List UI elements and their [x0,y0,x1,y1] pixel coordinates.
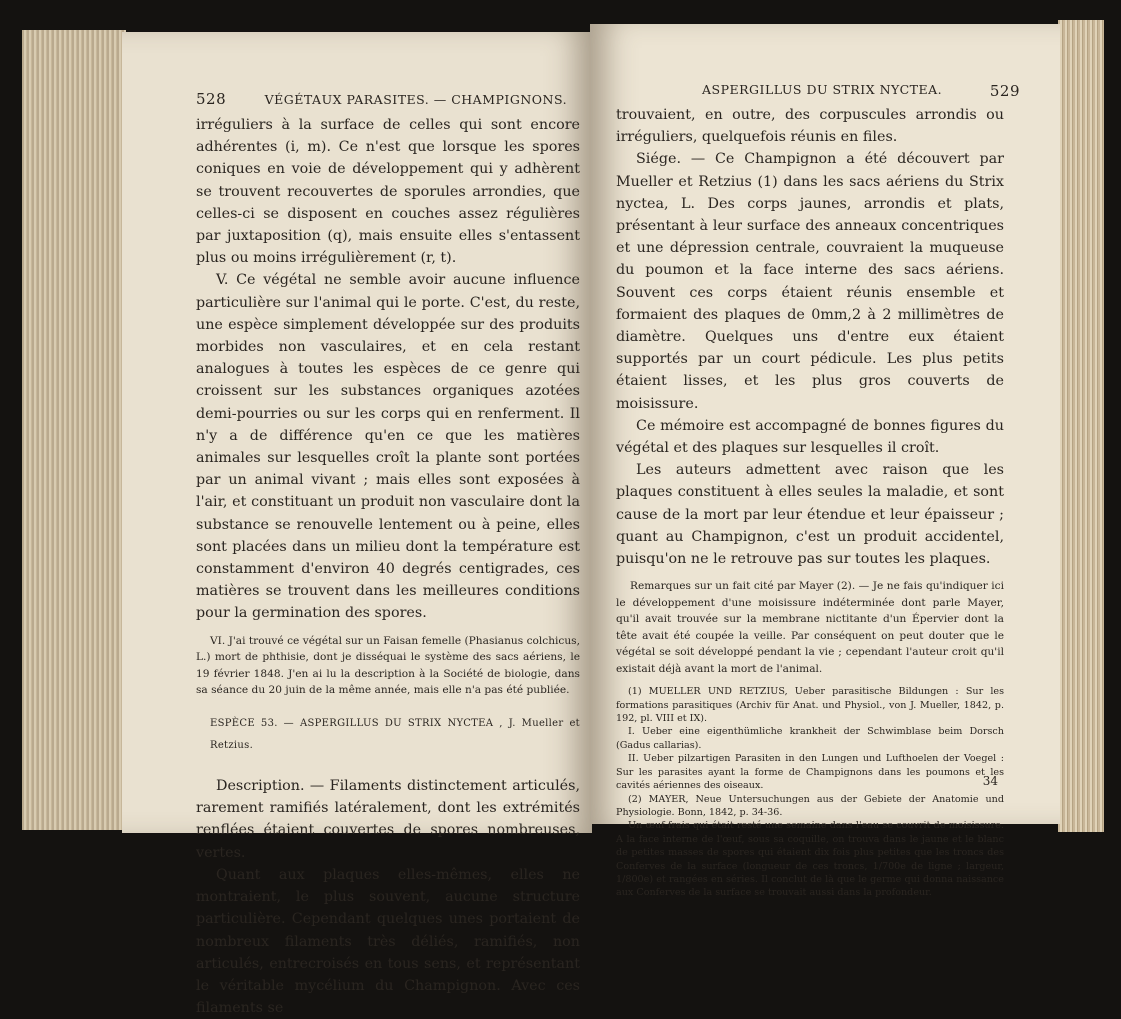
right-running-head: ASPERGILLUS DU STRIX NYCTEA. [702,82,943,97]
left-page-header [196,90,567,108]
right-para-1: trouvaient, en outre, des corpuscules arrondis ou irréguliers, quelquefois réunis en files. [616,107,1004,146]
right-body [616,104,1004,900]
footnote-5: Un œuf frais qui était resté une semaine dans l'eau se couvrit de moisissure. A la face interne de l'œuf, sous sa coquille, on trouva dans le jaune et le blanc de petites masses de spores qui étaient dix fois plus petites que les troncs des Conferves de la surface (longueur de ces troncs, 1/700e de ligne ; largeur, 1/800e) et rangées en séries. Il conclut de là que le germe qui donna naissance aux Conferves de la surface se trouvait aussi dans la profondeur. [616,820,1004,899]
left-para-2: V. Ce végétal ne semble avoir aucune influence particulière sur l'animal qui le porte. C'est, du reste, une espèce simplement développée sur des produits morbides non vasculaires, et en cela restant analogues à toutes les espèces de ce genre qui croissent sur les substances organiques azotées demi-pourries ou sur les corps qui en renferment. Il n'y a de différence qu'en ce que les matières animales sur lesquelles croît la plante sont portées par un animal vivant ; mais elles sont exposées à l'air, et constituant un produit non vasculaire dont la substance se renouvelle lentement ou à peine, elles sont placées dans un milieu dont la température est constamment d'environ 40 degrés centigrades, ces matières se trouvent dans les meilleures conditions pour la germination des spores. [196,272,580,622]
left-body [196,114,580,1019]
footnotes [616,685,1004,900]
right-page-header [702,82,1020,100]
left-page [122,32,592,1017]
right-page-edges [1058,20,1104,832]
right-remarks-block [616,578,1004,677]
right-para-2: Siége. — Ce Champignon a été découvert par Mueller et Retzius (1) dans les sacs aériens du Strix nyctea, L. Des corps jaunes, arrondis et plats, présentant à leur surface des anneaux concentriques et une dépression centrale, couvraient la muqueuse du poumon et la face interne des sacs aériens. Souvent ces corps étaient réunis ensemble et formaient des plaques de 0mm,2 à 2 millimètres de diamètre. Quelques uns d'entre eux étaient supportés par un court pédicule. Les plus petits étaient lisses, et les plus gros couverts de moisissure. [616,151,1004,412]
right-para-4: Les auteurs admettent avec raison que les plaques constituent à elles seules la maladie, et sont cause de la mort par leur étendue et leur épaisseur ; quant au Champignon, c'est un produit accidentel, puisqu'on ne le retrouve pas sur toutes les plaques. [616,462,1004,568]
right-para-5: Remarques sur un fait cité par Mayer (2). — Je ne fais qu'indiquer ici le développement d'une moisissure indéterminée dont parle Mayer, qu'il avait trouvée sur la membrane nictitante d'un Épervier dont la tête avait été coupée la veille. Par conséquent on peut douter que le végétal se soit développé pendant la vie ; cependant l'auteur croit qu'il existait déjà avant la mort de l'animal. [616,580,1004,675]
footnote-3: II. Ueber pilzartigen Parasiten in den Lungen und Lufthoelen der Voegel : Sur les parasites ayant la forme de Champignons dans les poumons et les cavités aériennes des oiseaux. [616,753,1004,792]
species-heading: ESPÈCE 53. — ASPERGILLUS DU STRIX NYCTEA , J. Mueller et Retzius. [210,717,580,751]
left-note-block [196,633,580,699]
footnote-4: (2) MAYER, Neue Untersuchungen aus der Gebiete der Anatomie und Physiologie. Bonn, 1842, p. 34-36. [616,793,1004,818]
right-page-number: 529 [989,82,1020,100]
left-running-head: VÉGÉTAUX PARASITES. — CHAMPIGNONS. [264,92,568,107]
left-para-5: Quant aux plaques elles-mêmes, elles ne montraient, le plus souvent, aucune structure particulière. Cependant quelques unes portaient de nombreux filaments très déliés, ramifiés, non articulés, entrecroisés en tous sens, et représentant le véritable mycélium du Champignon. Avec ces filaments se [196,866,580,1017]
right-page [590,24,1060,899]
left-para-1: irréguliers à la surface de celles qui sont encore adhérentes (i, m). Ce n'est que lorsque les spores coniques en voie de développement qui y adhèrent se trouvent recouvertes de sporules arrondies, que celles-ci se disposent en couches assez régulières par juxtaposition (q), mais ensuite elles s'entassent plus ou moins irrégulièrement (r, t). [196,117,580,267]
left-page-number: 528 [196,90,227,108]
left-para-4: Description. — Filaments distinctement articulés, rarement ramifiés latéralement, dont les extrémités renflées étaient couvertes de spores nombreuses, vertes. [196,778,580,861]
footnote-1: (1) MUELLER UND RETZIUS, Ueber parasitische Bildungen : Sur les formations parasitiques (Archiv für Anat. und Physiol., von J. Mueller, 1842, p. 192, pl. VIII et IX). [616,686,1004,725]
signature-mark: 34 [982,774,998,788]
footnote-2: I. Ueber eine eigenthümliche krankheit der Schwimblase beim Dorsch (Gadus callarias). [616,726,1004,751]
open-book [22,18,1104,1017]
right-para-3: Ce mémoire est accompagné de bonnes figures du végétal et des plaques sur lesquelles il croît. [616,417,1004,457]
left-page-edges [22,30,126,830]
left-para-3: VI. J'ai trouvé ce végétal sur un Faisan femelle (Phasianus colchicus, L.) mort de phthisie, dont je disséquai le système des sacs aériens, le 19 février 1848. J'en ai lu la description à la Société de biologie, dans sa séance du 20 juin de la même année, mais elle n'a pas été publiée. [196,634,580,697]
